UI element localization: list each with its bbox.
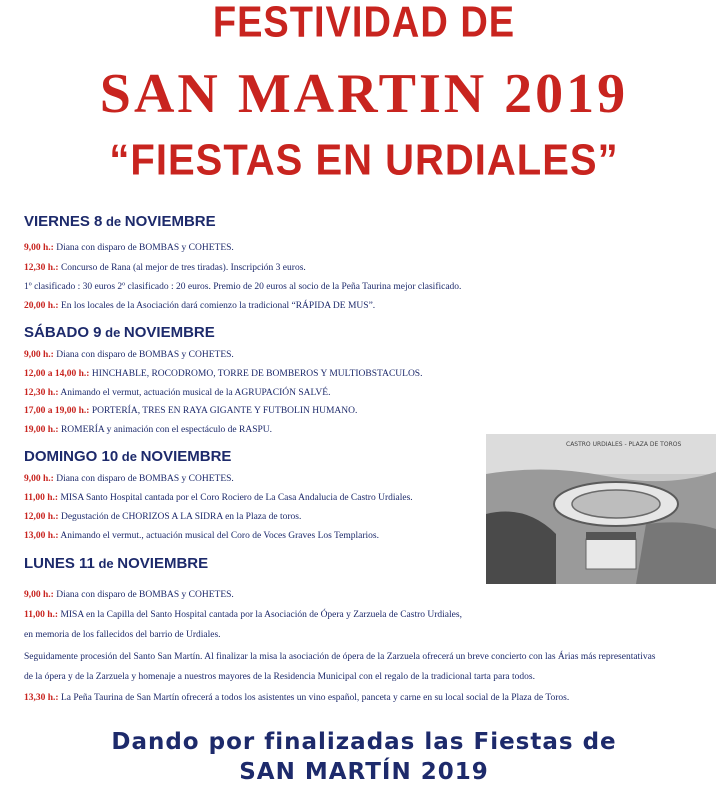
bullring-photo xyxy=(486,434,716,584)
monday-event-2: 11,00 h.: MISA en la Capilla del Santo Hospital cantada por la Asociación de Ópera y Zarzuela de Castro Urdiales, xyxy=(24,610,462,620)
sunday-heading: DOMINGO 10 de NOVIEMBRE xyxy=(24,448,232,465)
friday-event-2: 12,30 h.: Concurso de Rana (al mejor de tres tiradas). Inscripción 3 euros. xyxy=(24,263,306,273)
monday-event-6: 13,30 h.: La Peña Taurina de San Martín ofrecerá a todos los asistentes un vino español, panceta y carne en su local social de la Plaza de Toros. xyxy=(24,693,570,703)
footer-line-1: Dando por finalizadas las Fiestas de xyxy=(111,729,617,755)
saturday-event-2: 12,00 a 14,00 h.: HINCHABLE, ROCODROMO, TORRE DE BOMBEROS Y MULTIOBSTACULOS. xyxy=(24,369,423,379)
monday-event-4: Seguidamente procesión del Santo San Martín. Al finalizar la misa la asociación de ópera de la Zarzuela ofrecerá un breve concierto con las Árias más representativas xyxy=(24,652,656,662)
saturday-event-1: 9,00 h.: Diana con disparo de BOMBAS y COHETES. xyxy=(24,350,234,360)
monday-event-3: en memoria de los fallecidos del barrio de Urdiales. xyxy=(24,630,221,640)
sunday-event-4: 13,00 h.: Animando el vermut., actuación musical del Coro de Voces Graves Los Templarios. xyxy=(24,531,379,541)
friday-heading: VIERNES 8 de NOVIEMBRE xyxy=(24,213,216,230)
saturday-event-3: 12,30 h.: Animando el vermut, actuación musical de la AGRUPACIÓN SALVÉ. xyxy=(24,388,331,398)
title-line-1: FESTIVIDAD DE xyxy=(212,0,516,48)
title-line-3: “FIESTAS EN URDIALES” xyxy=(109,135,619,185)
saturday-event-4: 17,00 a 19,00 h.: PORTERÍA, TRES EN RAYA GIGANTE Y FUTBOLIN HUMANO. xyxy=(24,406,358,416)
sunday-event-1: 9,00 h.: Diana con disparo de BOMBAS y COHETES. xyxy=(24,474,234,484)
sunday-event-3: 12,00 h.: Degustación de CHORIZOS A LA SIDRA en la Plaza de toros. xyxy=(24,512,302,522)
friday-event-3: 1º clasificado : 30 euros 2º clasificado : 20 euros. Premio de 20 euros al socio de la Peña Taurina mejor clasificado. xyxy=(24,282,462,292)
sunday-event-2: 11,00 h.: MISA Santo Hospital cantada por el Coro Rociero de La Casa Andalucia de Castro Urdiales. xyxy=(24,493,413,503)
friday-event-4: 20,00 h.: En los locales de la Asociación dará comienzo la tradicional “RÁPIDA DE MUS”. xyxy=(24,301,376,311)
monday-heading: LUNES 11 de NOVIEMBRE xyxy=(24,555,209,572)
saturday-event-5: 19,00 h.: ROMERÍA y animación con el espectáculo de RASPU. xyxy=(24,425,273,435)
saturday-heading: SÁBADO 9 de NOVIEMBRE xyxy=(24,324,215,341)
footer-line-2: SAN MARTÍN 2019 xyxy=(239,759,489,785)
title-line-2: SAN MARTIN 2019 xyxy=(99,63,629,125)
monday-event-1: 9,00 h.: Diana con disparo de BOMBAS y COHETES. xyxy=(24,590,234,600)
photo-caption: CASTRO URDIALES - PLAZA DE TOROS xyxy=(566,441,682,448)
monday-event-5: de la ópera y de la Zarzuela y homenaje a nuestros mayores de la Residencia Municipal con el regalo de la tradicional tarta para todos. xyxy=(24,672,535,682)
friday-event-1: 9,00 h.: Diana con disparo de BOMBAS y COHETES. xyxy=(24,243,234,253)
